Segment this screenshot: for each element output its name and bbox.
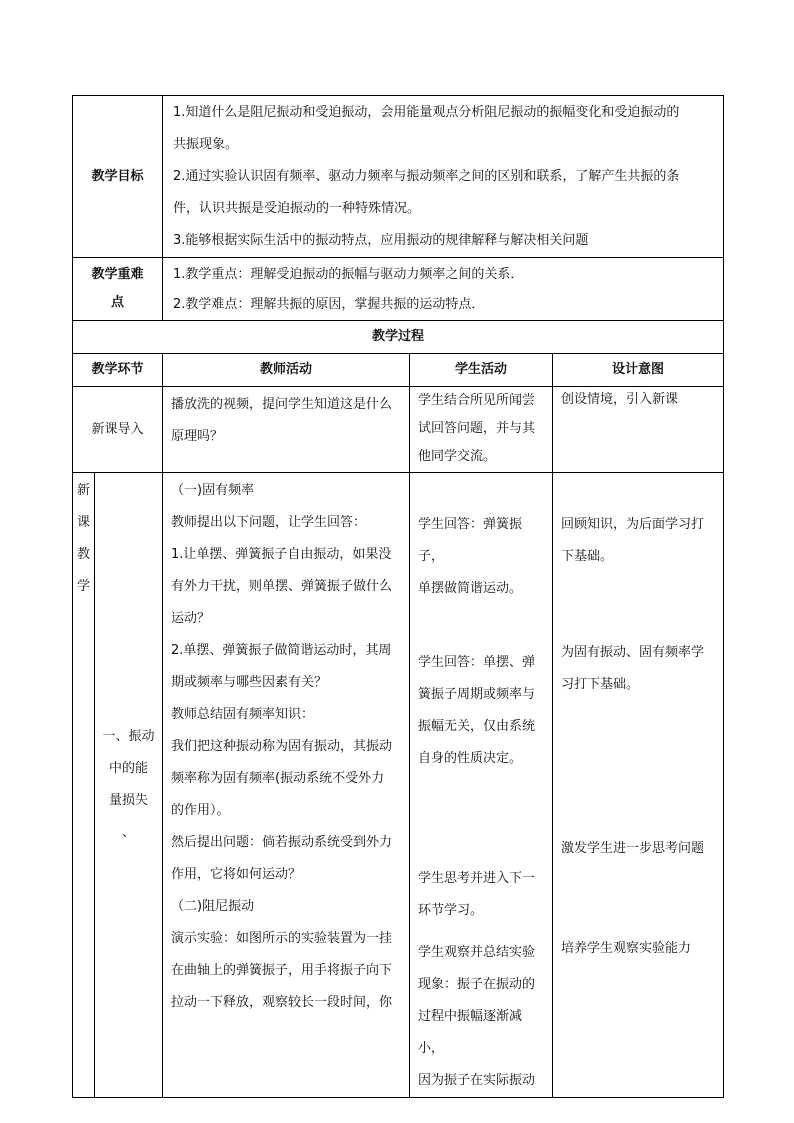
text-line: 学生回答：弹簧振子， — [418, 517, 523, 564]
difficulty-line: 2.教学难点：理解共振的原因，掌握共振的运动特点． — [173, 297, 485, 312]
sub-label-line: 量损失 — [109, 793, 149, 808]
text-line: 运动？ — [171, 611, 211, 626]
objectives-header: 教学目标 — [73, 96, 163, 258]
difficulty-row — [73, 258, 724, 321]
process-title-row — [73, 321, 724, 354]
sub-label-line: 一、振动 — [102, 729, 155, 744]
vertical-char: 教 — [76, 547, 90, 562]
text-line: 培养学生观察实验能力 — [561, 941, 692, 956]
text-line: 过程中振幅逐渐减小， — [418, 1009, 523, 1056]
process-title: 教学过程 — [73, 321, 724, 354]
objectives-row — [73, 96, 724, 258]
text-line: 原理吗？ — [171, 429, 224, 444]
text-line: 播放洗的视频，提问学生知道这是什么 — [171, 397, 393, 412]
intro-student — [410, 387, 553, 473]
objectives-content — [163, 96, 724, 258]
text-line: 期或频率与哪些因素有关？ — [171, 675, 328, 690]
text-line: 激发学生进一步思考问题 — [561, 841, 705, 856]
difficulty-header-line: 教学重难 — [91, 267, 144, 282]
objective-line: 2.通过实验认识固有频率、驱动力频率与振动频率之间的区别和联系，了解产生共振的条 — [173, 169, 680, 184]
column-header-row — [73, 354, 724, 387]
lesson-plan-table — [72, 95, 724, 1098]
text-line: 在曲轴上的弹簧振子，用手将振子向下 — [171, 963, 393, 978]
text-line: 我们把这种振动称为固有振动，其振动 — [171, 739, 393, 754]
intro-teacher — [163, 387, 410, 473]
text-line: 作用，它将如何运动？ — [171, 867, 302, 882]
vertical-char: 学 — [76, 579, 90, 594]
objective-line: 共振现象。 — [173, 137, 239, 152]
text-line: 拉动一下释放，观察较长一段时间，你 — [171, 995, 393, 1010]
difficulty-header — [73, 258, 163, 321]
text-line: 2.单摆、弹簧振子做简谐运动时，其周 — [171, 643, 392, 658]
text-line: 创设情境，引入新课 — [561, 392, 679, 407]
text-line: 学生观察并总结实验 — [418, 945, 536, 960]
intro-design — [553, 387, 724, 473]
vertical-char: 课 — [76, 515, 90, 530]
text-line: 教师提出以下问题，让学生回答： — [171, 515, 367, 530]
new-lesson-teacher — [163, 473, 410, 1098]
objective-line: 3.能够根据实际生活中的振动特点，应用振动的规律解释与解决相关问题 — [173, 233, 589, 248]
text-line: 有外力干扰，则单摆、弹簧振子做什么 — [171, 579, 393, 594]
difficulty-content — [163, 258, 724, 321]
new-lesson-student — [410, 473, 553, 1098]
text-line: 的作用）。 — [171, 803, 230, 818]
text-line: 演示实验：如图所示的实验装置为一挂 — [171, 931, 393, 946]
text-line: 现象：振子在振动的 — [418, 977, 536, 992]
text-line: 单摆做简谐运动。 — [418, 581, 523, 596]
text-line: （二)阻尼振动 — [171, 899, 255, 914]
text-line: 学生回答：单摆、弹 — [418, 655, 536, 670]
text-line: （一)固有频率 — [171, 483, 255, 498]
difficulty-header-line: 点 — [111, 295, 125, 310]
text-line: 1.让单摆、弹簧振子自由振动，如果没 — [171, 547, 392, 562]
text-line: 频率称为固有频率(振动系统不受外力 — [171, 771, 385, 786]
sub-label-line: 中的能 — [109, 761, 149, 776]
text-line: 习打下基础。 — [561, 677, 640, 692]
objective-line: 1.知道什么是阻尼振动和受迫振动，会用能量观点分析阻尼振动的振幅变化和受迫振动的 — [173, 105, 680, 120]
intro-stage: 新课导入 — [73, 387, 163, 473]
text-line: 然后提出问题：倘若振动系统受到外力 — [171, 835, 393, 850]
new-lesson-vertical-label — [73, 473, 95, 1098]
new-lesson-design — [553, 473, 724, 1098]
objective-line: 件，认识共振是受迫振动的一种特殊情况。 — [173, 201, 421, 216]
intro-row — [73, 387, 724, 473]
text-line: 为固有振动、固有频率学 — [561, 645, 705, 660]
new-lesson-row — [73, 473, 724, 1098]
text-line: 振幅无关，仅由系统 — [418, 719, 536, 734]
column-header: 教学环节 — [73, 354, 163, 387]
text-line: 他同学交流。 — [418, 449, 497, 464]
text-line: 试回答问题，并与其 — [418, 421, 536, 436]
column-header: 教师活动 — [163, 354, 410, 387]
text-line: 教师总结固有频率知识： — [171, 707, 315, 722]
text-line: 簧振子周期或频率与 — [418, 687, 536, 702]
text-line: 下基础。 — [561, 549, 614, 564]
sub-label-line: 、 — [122, 825, 136, 840]
new-lesson-sub-label — [95, 473, 163, 1098]
text-line: 环节学习。 — [418, 903, 484, 918]
text-line: 回顾知识，为后面学习打 — [561, 517, 705, 532]
text-line: 学生思考并进入下一 — [418, 871, 536, 886]
difficulty-line: 1.教学重点：理解受迫振动的振幅与驱动力频率之间的关系． — [173, 267, 524, 282]
text-line: 自身的性质决定。 — [418, 751, 523, 766]
text-line: 因为振子在实际振动 — [418, 1073, 536, 1088]
column-header: 设计意图 — [553, 354, 724, 387]
vertical-char: 新 — [76, 483, 90, 498]
text-line: 学生结合所见所闻尝 — [418, 393, 536, 408]
column-header: 学生活动 — [410, 354, 553, 387]
